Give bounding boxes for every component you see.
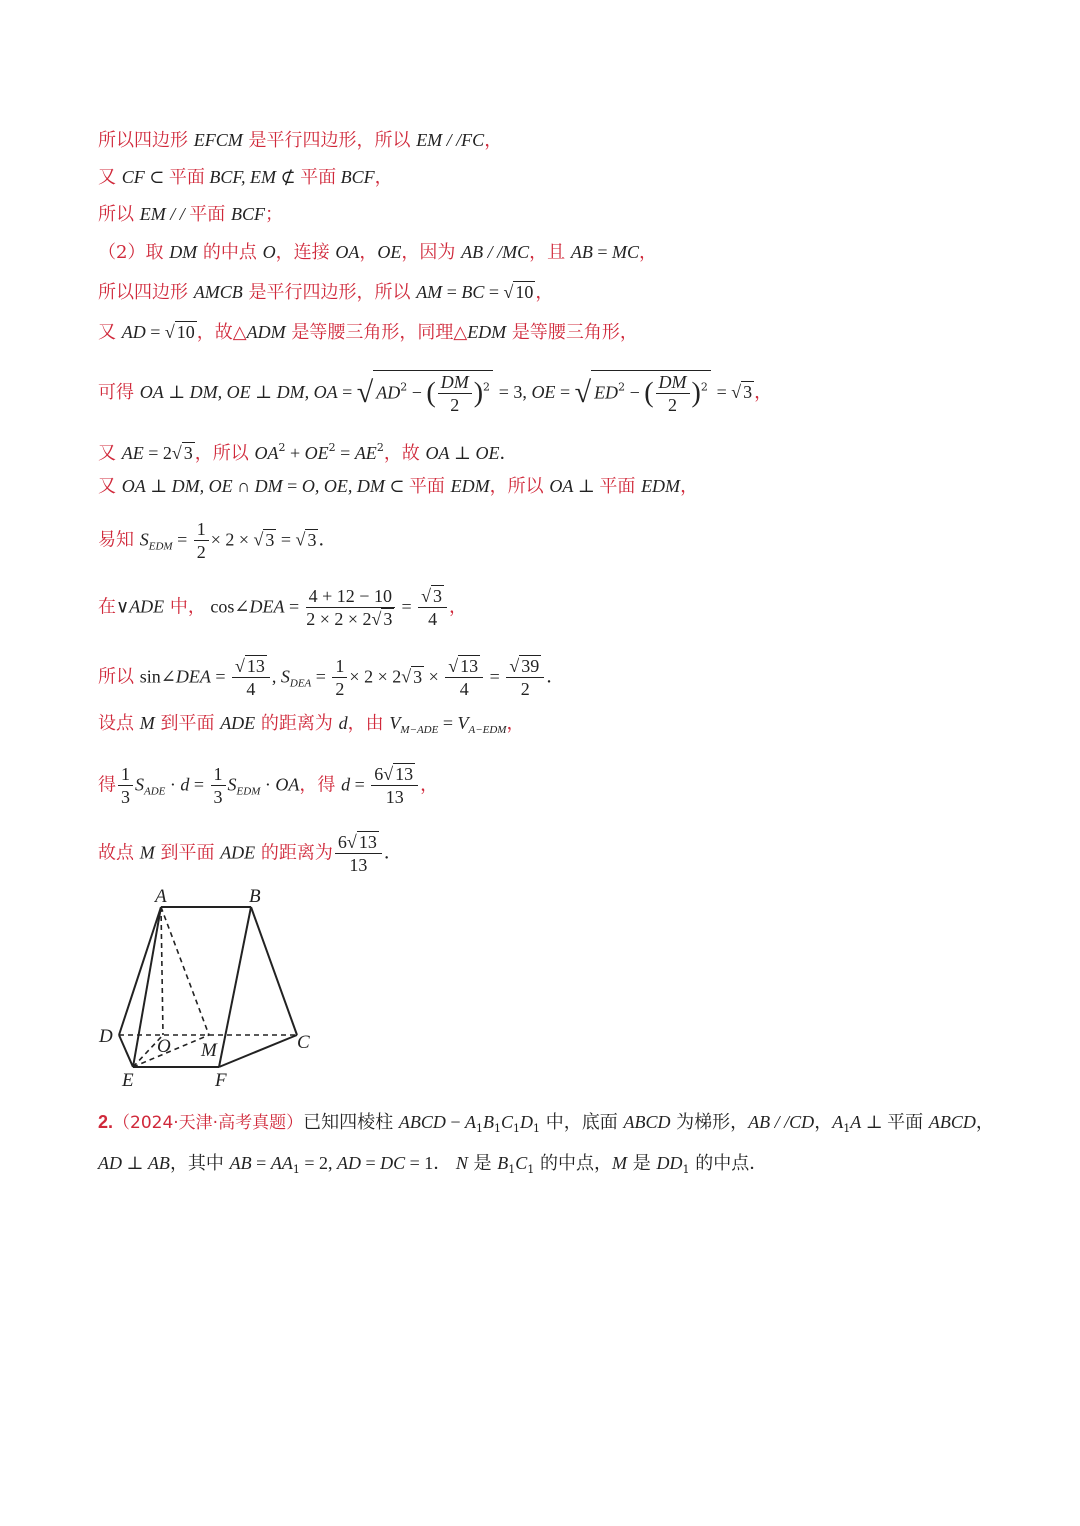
problem-2-line-1: 2.（2024·天津·高考真题）已知四棱柱 ABCD − $A_1B_1C_1D_1$ 中，底面 ABCD 为梯形，AB / /CD，$A_1A$ ⊥ 平面 ABCD， [98, 1112, 994, 1135]
solution-line-1: 所以四边形 EFCM 是平行四边形，所以 EM / /FC， [98, 130, 503, 151]
solution-line-10: 易知 $S_{EDM}$ = $\frac{1}{2}$ × 2 × √ 3 = √ 3 ． [98, 519, 337, 562]
edge-EM [133, 1035, 209, 1067]
problem-2-line-2: AD ⊥ AB，其中 AB = $AA_1 = 2$, AD = DC = 1． N 是 $B_1C_1$ 的中点，M 是 $DD_1$ 的中点． [98, 1153, 768, 1176]
solution-line-11: 在∨ADE 中， cos∠DEA = $\frac{4 + 12 - 10}{2 \times 2 \times 2√ 3}$ = $\frac{√ 3}{4}$ ， [98, 586, 468, 629]
label-B: B [249, 886, 261, 907]
solution-line-2: 又 CF ⊂ 平面 BCF, EM ⊄ 平面 BCF， [98, 167, 393, 188]
label-C: C [297, 1032, 310, 1053]
solution-line-15: 故点 M 到平面 ADE 的距离为 $\frac{6√ 13}{13}$ ． [98, 832, 402, 875]
label-E: E [122, 1070, 134, 1091]
edge-AO [161, 907, 163, 1035]
edge-BF [219, 907, 251, 1067]
label-O: O [157, 1036, 171, 1057]
solution-line-8: 又 AE = 2√ 3 ，所以 $OA^2 + OE^2 = AE^2$，故 OA ⊥ OE． [98, 441, 518, 464]
label-D: D [99, 1026, 113, 1047]
solution-line-5: 所以四边形 AMCB 是平行四边形，所以 AM = BC = √ 10 ， [98, 282, 554, 303]
solution-line-7: 可得 OA ⊥ DM, OE ⊥ DM, OA = √ $AD^2$ − ( $\frac{DM}{2}$ )$^2$ = 3, OE = √ $ED^2$ − ( $\frac{DM}{2}$ )$^2$ = √ 3 ， [98, 372, 773, 415]
solution-line-3: 所以 EM / / 平面 BCF； [98, 204, 283, 225]
edge-AD [119, 907, 161, 1035]
solution-line-13: 设点 M 到平面 ADE 的距离为 d，由 $V_{M-ADE} = V_{A-EDM}$， [98, 713, 525, 736]
solution-line-12: 所以 sin∠DEA = $\frac{√ 13}{4}$ , $S_{DEA}$ = $\frac{1}{2}$ × 2 × 2√ 3 × $\frac{√ 13}{4}$ = $\frac{√ 39}{2}$ ． [98, 656, 565, 699]
edge-AM [161, 907, 209, 1035]
edge-DE [119, 1035, 133, 1067]
solution-line-4: （2）取 DM 的中点 O，连接 OA，OE，因为 AB / /MC，且 AB = MC， [98, 242, 657, 263]
edge-BC [251, 907, 297, 1035]
edge-CF [219, 1035, 297, 1067]
label-F: F [215, 1070, 227, 1091]
solution-line-6: 又 AD = √ 10 ，故△ADM 是等腰三角形，同理△EDM 是等腰三角形， [98, 322, 638, 343]
problem-number: 2. [98, 1112, 114, 1132]
solution-line-14: 得 $\frac{1}{3}$ $S_{ADE} \cdot d$ = $\frac{1}{3}$ $S_{EDM}$ · OA，得 d = $\frac{6√ 13}{13}$ ， [98, 764, 439, 807]
geometry-figure [95, 882, 335, 1092]
solution-line-9: 又 OA ⊥ DM, OE ∩ DM = O, OE, DM ⊂ 平面 EDM，所以 OA ⊥ 平面 EDM， [98, 476, 699, 497]
label-M: M [201, 1040, 217, 1061]
label-A: A [155, 886, 167, 907]
